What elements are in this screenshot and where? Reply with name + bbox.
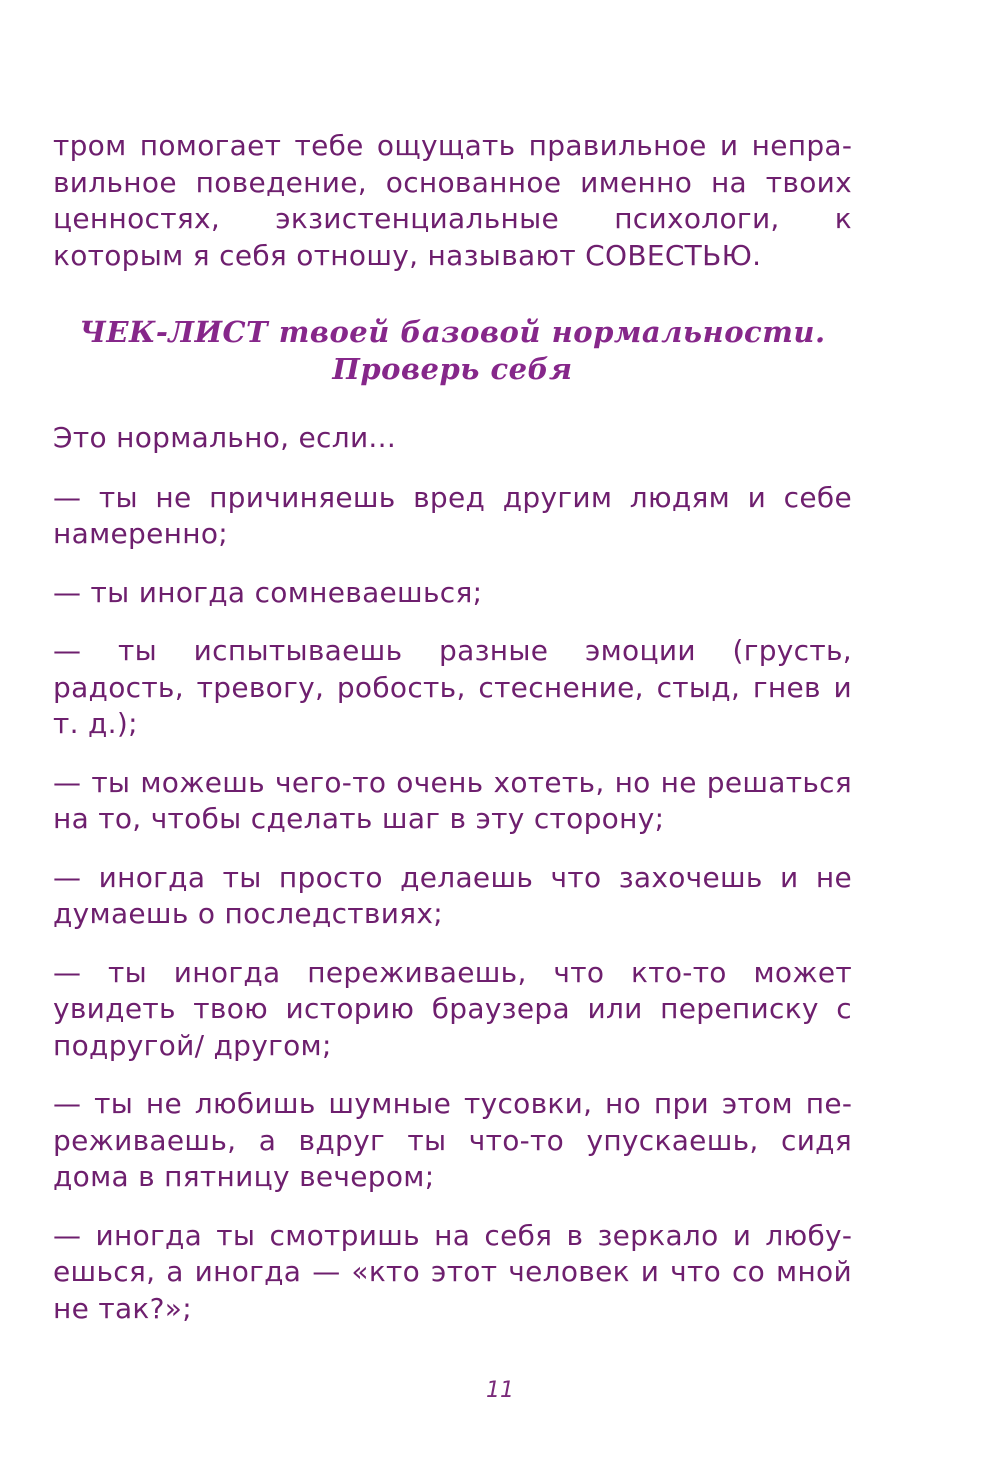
checklist-lead: Это нормально, если... [53,421,397,454]
checklist-item: — ты иногда переживаешь, что кто-то может увидеть твою историю браузера или переписку с подругой/ другом; [53,955,852,1062]
checklist-item: — ты не любишь шумные тусовки, но при этом переживаешь, а вдруг ты что-то упускаешь, сидя дома в пятницу вечером; [53,1087,852,1193]
page-number: 11 [486,1378,514,1403]
checklist-item: — ты можешь чего-то очень хотеть, но не решаться на то, чтобы сделать шаг в эту сторону; [53,765,852,835]
checklist-heading-line-1: ЧЕК-ЛИСТ твоей базовой нормальности. [79,315,826,349]
checklist-item: — иногда ты смотришь на себя в зеркало и любуешься, а иногда — «кто этот человек и что со мной не так?»; [53,1218,852,1325]
checklist-item: — ты не причиняешь вред другим людям и себе намеренно; [53,480,852,550]
intro-paragraph: тром помогает тебе ощущать правильное и неправильное поведение, основанное именно на твоих ценностях, экзистенциальные психологи, к которым я себя отношу, называют СОВЕСТЬЮ. [53,129,852,272]
checklist-item: — ты иногда сомневаешься; [53,575,483,609]
checklist-item: — иногда ты просто делаешь что захочешь и не думаешь о последствиях; [53,860,852,930]
checklist-heading [53,314,852,388]
checklist-item: — ты испытываешь разные эмоции (грусть, радость, тревогу, робость, стеснение, стыд, гнев и т. д.); [53,634,852,740]
checklist-heading-line-2: Проверь себя [332,352,573,386]
